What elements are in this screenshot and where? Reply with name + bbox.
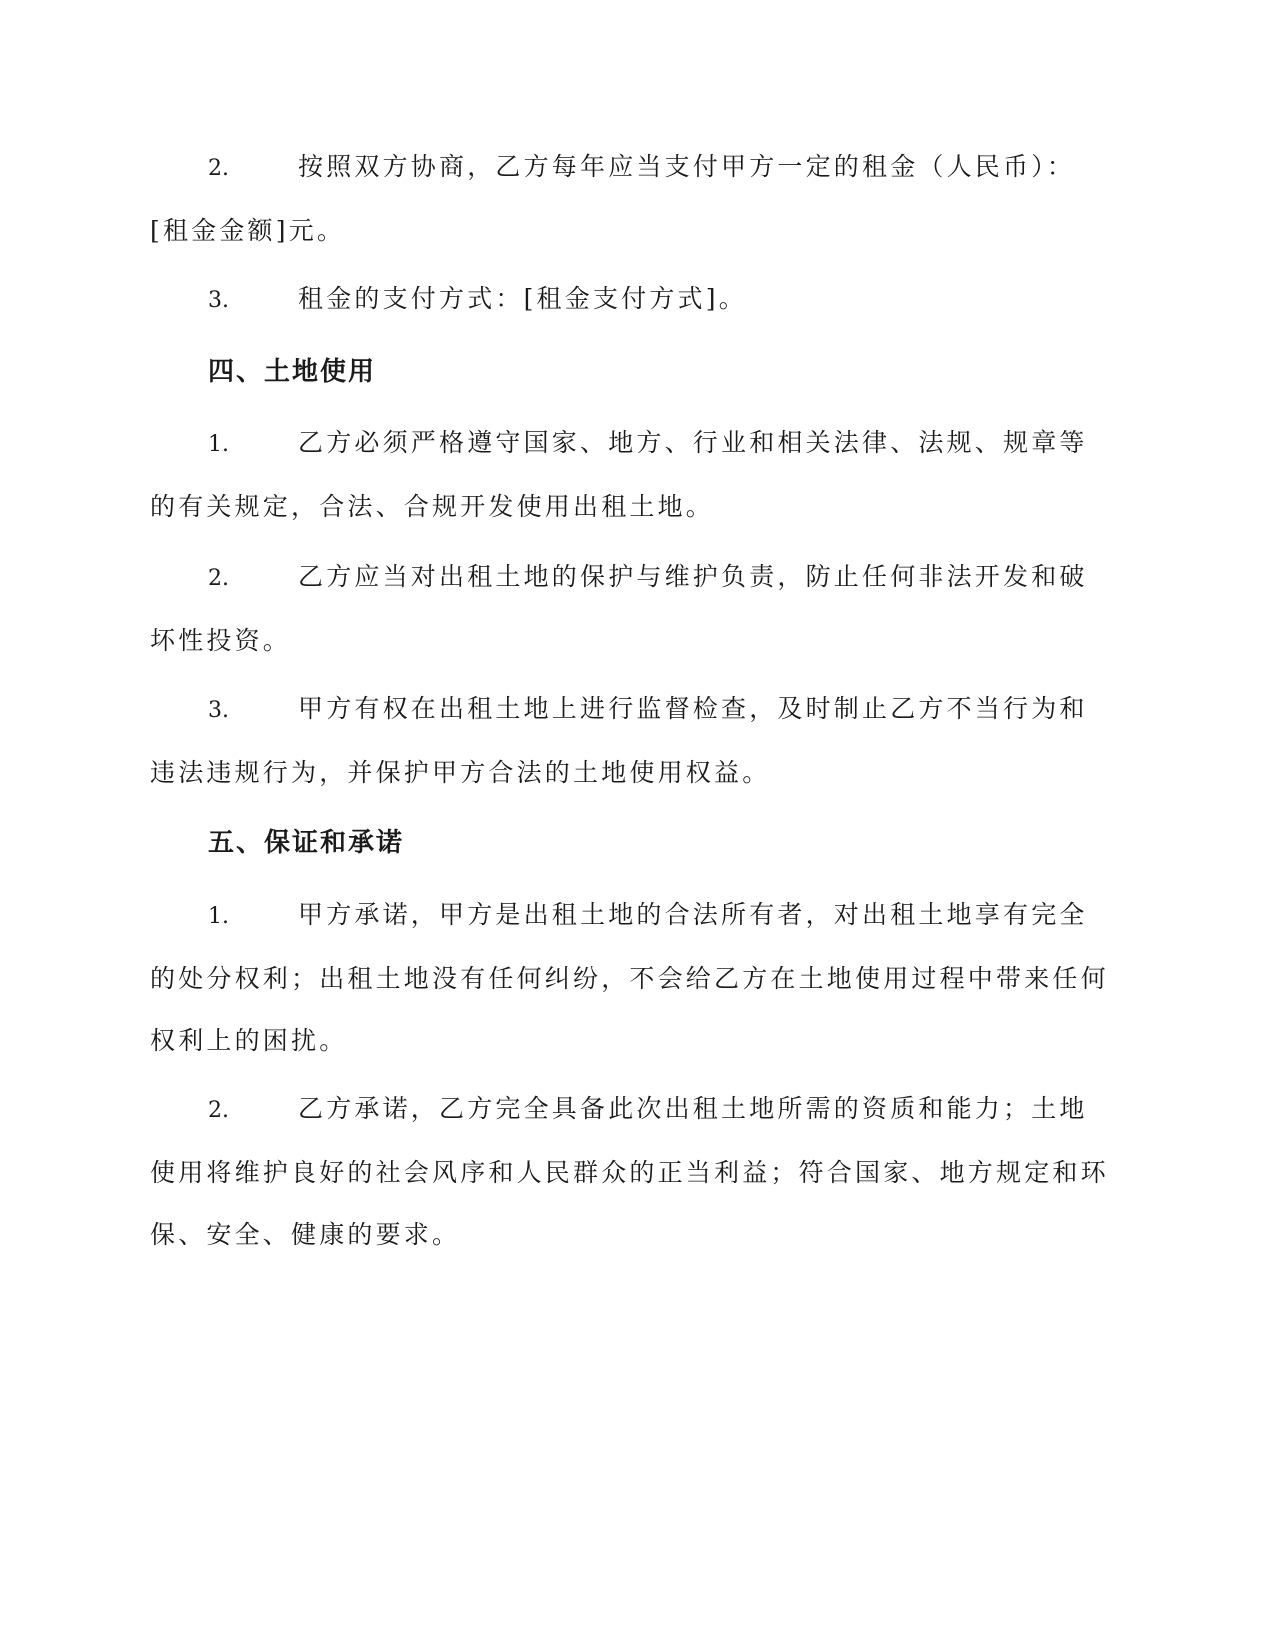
clause-item bbox=[150, 884, 1110, 1072]
clause-number: 2. bbox=[208, 566, 229, 591]
clause-number: 1. bbox=[208, 432, 229, 457]
clause-item bbox=[150, 1078, 1110, 1266]
clause-item bbox=[150, 136, 1110, 262]
clause-number: 2. bbox=[208, 1098, 229, 1123]
section-heading: 五、保证和承诺 bbox=[208, 828, 405, 858]
clause-item bbox=[150, 412, 1110, 538]
clause-item bbox=[150, 546, 1110, 672]
clause-text: 乙方承诺，乙方完全具备此次出租土地所需的资质和能力；土地使用将维护良好的社会风序和人民群众的正当利益；符合国家、地方规定和环保、安全、健康的要求。 bbox=[150, 1094, 1109, 1249]
clause-number: 2. bbox=[208, 156, 229, 181]
clause-item bbox=[150, 268, 1110, 332]
clause-number: 3. bbox=[208, 288, 229, 313]
clause-item bbox=[150, 678, 1110, 804]
clause-number: 1. bbox=[208, 904, 229, 929]
clause-text: 乙方必须严格遵守国家、地方、行业和相关法律、法规、规章等的有关规定，合法、合规开发使用出租土地。 bbox=[150, 428, 1088, 521]
section-heading: 四、土地使用 bbox=[208, 357, 377, 387]
clause-text: 乙方应当对出租土地的保护与维护负责，防止任何非法开发和破坏性投资。 bbox=[150, 562, 1088, 655]
clause-number: 3. bbox=[208, 698, 229, 723]
clause-text: 甲方有权在出租土地上进行监督检查，及时制止乙方不当行为和违法违规行为，并保护甲方合法的土地使用权益。 bbox=[150, 694, 1088, 787]
clause-text: 租金的支付方式：[租金支付方式]。 bbox=[298, 284, 747, 313]
clause-text: 甲方承诺，甲方是出租土地的合法所有者，对出租土地享有完全的处分权利；出租土地没有任何纠纷，不会给乙方在土地使用过程中带来任何权利上的困扰。 bbox=[150, 900, 1109, 1055]
clause-text: 按照双方协商，乙方每年应当支付甲方一定的租金（人民币）：[租金金额]元。 bbox=[150, 152, 1076, 245]
